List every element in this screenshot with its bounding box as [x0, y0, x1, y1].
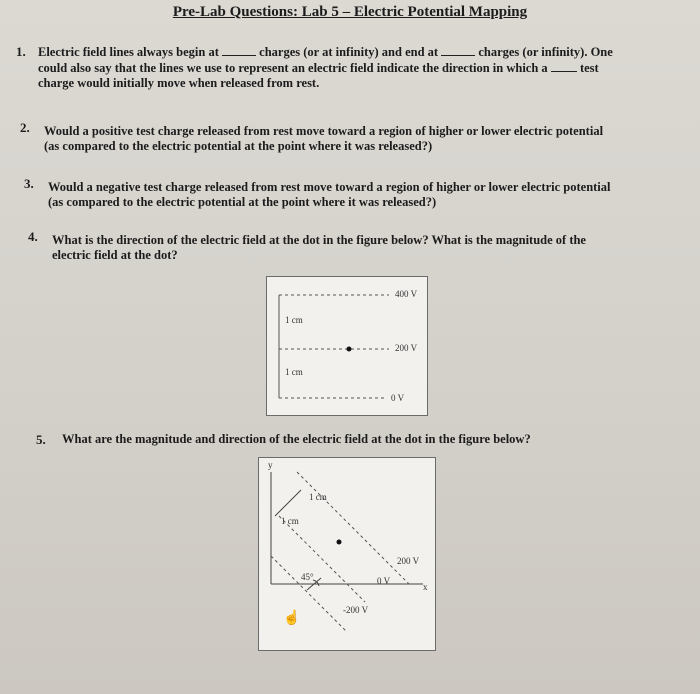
q1-blank-3[interactable] — [551, 60, 577, 72]
field-point-dot — [337, 540, 342, 545]
label-0v: 0 V — [391, 393, 405, 403]
label-200v: 200 V — [395, 343, 418, 353]
q1-text — [38, 44, 698, 91]
q5-number: 5. — [36, 432, 46, 447]
q1-part-a: Electric field lines always begin at — [38, 45, 219, 59]
q1-part-d: could also say that the lines we use to represent an electric field indicate the direction in which a — [38, 61, 548, 75]
figure-2 — [258, 457, 436, 651]
q1-part-b: charges (or at infinity) and end at — [259, 45, 439, 59]
figure-1 — [266, 276, 428, 416]
pointer-cursor-icon: ☝ — [283, 611, 301, 626]
scale-line-a — [275, 490, 301, 516]
label-400v: 400 V — [395, 289, 418, 299]
q2-line-2: (as compared to the electric potential at the point where it was released?) — [44, 139, 433, 153]
field-point-dot — [347, 347, 352, 352]
q1-number: 1. — [16, 44, 26, 59]
q1-blank-2[interactable] — [441, 44, 475, 56]
q1-line-3: charge would initially move when released from rest. — [38, 76, 320, 90]
q2-text — [44, 124, 699, 154]
equipotential-200v — [297, 472, 409, 584]
label-200v: 200 V — [397, 556, 420, 566]
page-title: Pre-Lab Questions: Lab 5 – Electric Potential Mapping — [172, 4, 528, 20]
q4-line-2: electric field at the dot? — [52, 248, 178, 262]
q1-line-2 — [38, 60, 698, 76]
label-0v: 0 V — [377, 576, 391, 586]
q3-line-1: Would a negative test charge released from rest move toward a region of higher or lower electric potential — [48, 180, 611, 194]
label-1cm-b: 1 cm — [281, 516, 299, 526]
q4-text — [52, 233, 698, 263]
q3-line-2: (as compared to the electric potential at the point where it was released?) — [48, 195, 437, 209]
equipotential-0v — [279, 516, 365, 602]
q1-blank-1[interactable] — [222, 44, 256, 56]
q2-line-1: Would a positive test charge released from rest move toward a region of higher or lower electric potential — [44, 124, 604, 138]
q4-number: 4. — [28, 229, 38, 244]
q1-line-1 — [38, 44, 698, 60]
label-1cm-a: 1 cm — [309, 492, 327, 502]
q1-part-e: test — [579, 61, 599, 75]
label-y-axis: y — [268, 460, 273, 470]
q4-line-1: What is the direction of the electric field at the dot in the figure below? What is the magnitude of the — [52, 233, 586, 247]
q3-number: 3. — [24, 176, 34, 191]
q5-line-1: What are the magnitude and direction of the electric field at the dot in the figure below? — [62, 432, 531, 446]
q1-part-c: charges (or infinity). One — [478, 45, 613, 59]
label-45-degrees: 45° — [301, 572, 314, 582]
label-neg200v: -200 V — [343, 605, 369, 615]
label-x-axis: x — [423, 582, 428, 592]
q5-text — [62, 432, 698, 447]
label-1cm-top: 1 cm — [285, 315, 303, 325]
q2-number: 2. — [20, 120, 30, 135]
label-1cm-bottom: 1 cm — [285, 367, 303, 377]
q3-text — [48, 180, 698, 210]
